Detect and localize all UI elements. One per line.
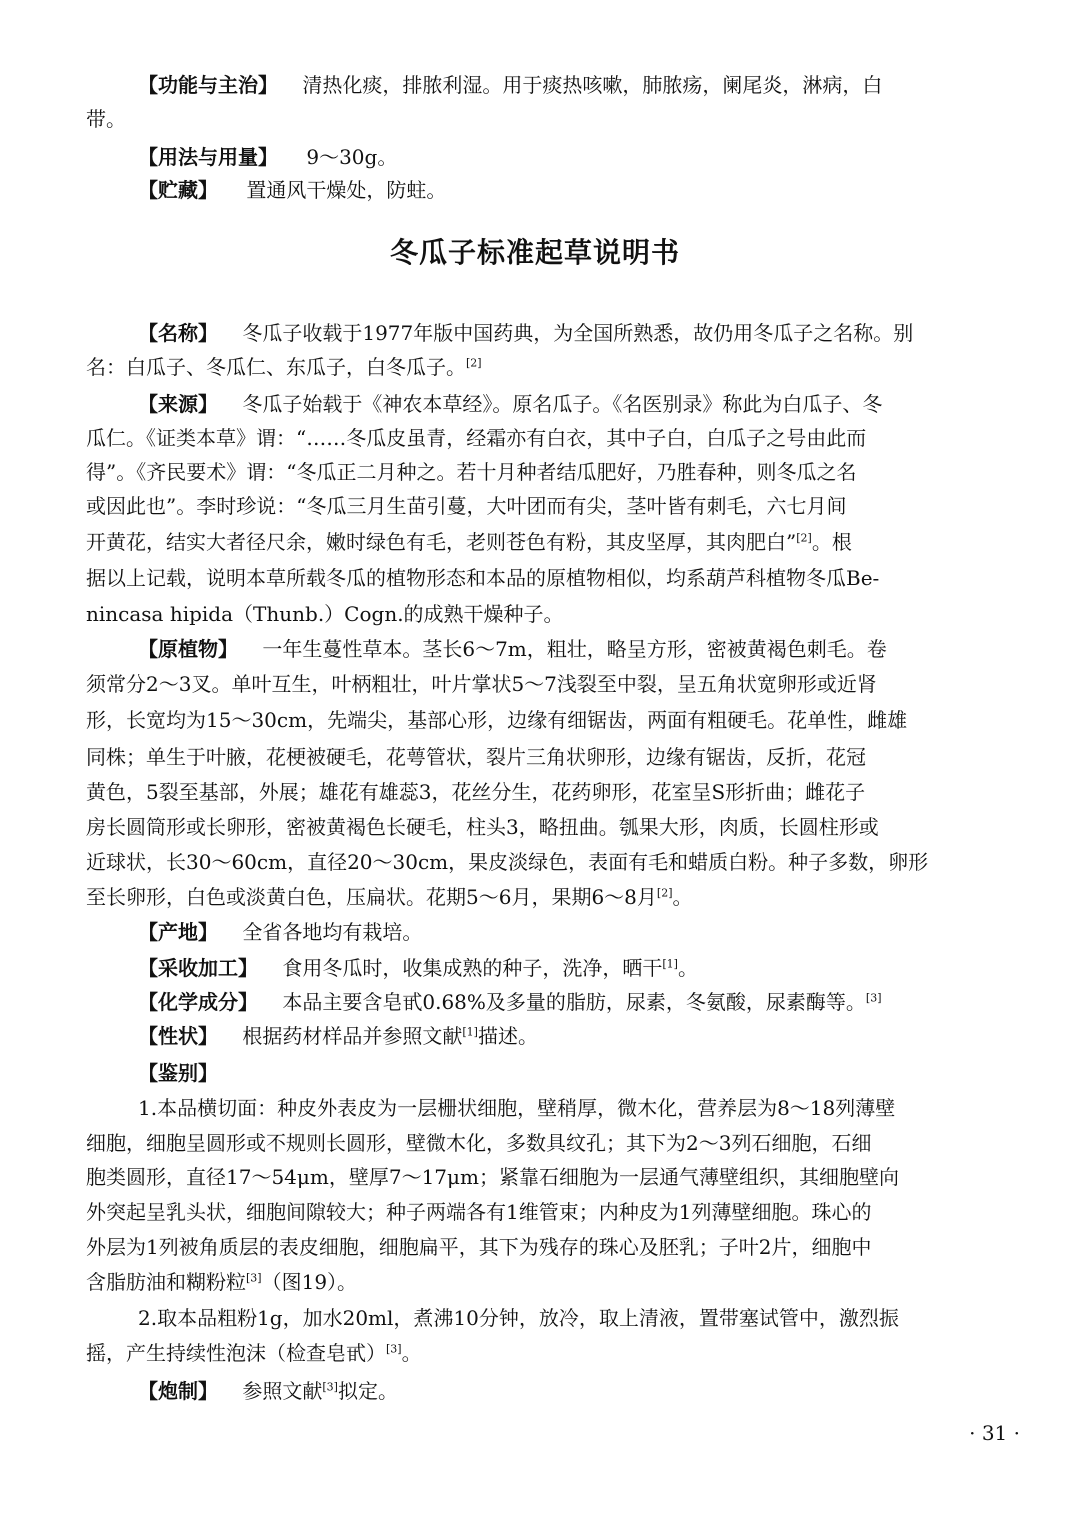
source-tag: 【来源】 xyxy=(138,392,218,416)
ident-p1-line-1: 1.本品横切面：种皮外表皮为一层栅状细胞，壁稍厚，微木化，营养层为8～18列薄壁 xyxy=(138,1096,896,1120)
ident-p1-text-6b: （图19）。 xyxy=(261,1270,358,1294)
processing-text: 参照文献 xyxy=(242,1379,323,1403)
ident-p2-text-2b: 。 xyxy=(401,1341,422,1365)
harvest-ref: [1] xyxy=(662,957,678,971)
ident-p1-line-6 xyxy=(86,1265,357,1299)
origin-tag: 【产地】 xyxy=(138,920,218,944)
plant-line-1 xyxy=(138,632,887,666)
plant-ref: [2] xyxy=(656,886,673,900)
traits-text: 根据药材样品并参照文献 xyxy=(242,1024,463,1048)
ident-p1-text-6a: 含脂肪油和糊粉粒 xyxy=(86,1270,246,1294)
source-line-7: nincasa hipida（Thunb.）Cogn.的成熟干燥种子。 xyxy=(86,602,564,626)
plant-text-1: 一年生蔓性草本。茎长6～7m，粗壮，略呈方形，密被黄褐色刺毛。卷 xyxy=(262,637,887,661)
source-text-5b: 。根 xyxy=(811,530,852,554)
origin-line xyxy=(138,915,422,949)
chemistry-line xyxy=(138,985,882,1019)
storage-text: 置通风干燥处，防蛀。 xyxy=(246,178,447,202)
processing-ref: [3] xyxy=(322,1380,338,1394)
traits-ref: [1] xyxy=(462,1025,478,1039)
storage-tag: 【贮藏】 xyxy=(138,178,218,202)
traits-tag: 【性状】 xyxy=(138,1024,218,1048)
plant-line-5: 黄色，5裂至基部，外展；雄花有雄蕊3，花丝分生，花药卵形，花室呈S形折曲；雌花子 xyxy=(86,780,866,804)
plant-line-7: 近球状，长30～60cm，直径20～30cm，果皮淡绿色，表面有毛和蜡质白粉。种子多数，卵形 xyxy=(86,850,929,874)
harvest-line xyxy=(138,951,698,985)
page-number: · 31 · xyxy=(969,1421,1020,1445)
name-tag: 【名称】 xyxy=(138,321,218,345)
ident-p1-ref: [3] xyxy=(246,1271,262,1285)
source-line-5 xyxy=(86,525,852,559)
harvest-tag: 【采收加工】 xyxy=(138,956,258,980)
harvest-text: 食用冬瓜时，收集成熟的种子，洗净，晒干 xyxy=(282,956,663,980)
source-line-6: 据以上记载，说明本草所载冬瓜的植物形态和本品的原植物相似，均系葫芦科植物冬瓜Be- xyxy=(86,566,880,590)
name-line-1 xyxy=(138,316,913,350)
name-ref: [2] xyxy=(466,356,482,370)
plant-line-4: 同株；单生于叶腋，花梗被硬毛，花萼管状，裂片三角状卵形，边缘有锯齿，反折，花冠 xyxy=(86,745,866,769)
function-continuation: 带。 xyxy=(86,107,126,131)
ident-p1-line-5: 外层为1列被角质层的表皮细胞，细胞扁平，其下为残存的珠心及胚乳；子叶2片，细胞中 xyxy=(86,1235,872,1259)
usage-line xyxy=(138,140,397,174)
ident-p1-line-4: 外突起呈乳头状，细胞间隙较大；种子两端各有1维管束；内种皮为1列薄壁细胞。珠心的 xyxy=(86,1200,872,1224)
processing-tag: 【炮制】 xyxy=(138,1379,218,1403)
plant-tag: 【原植物】 xyxy=(138,637,238,661)
ident-p2-line-2 xyxy=(86,1336,422,1370)
chemistry-ref: [3] xyxy=(865,991,882,1005)
source-ref: [2] xyxy=(796,531,812,545)
name-text-1: 冬瓜子收载于1977年版中国药典，为全国所熟悉，故仍用冬瓜子之名称。别 xyxy=(242,321,914,345)
storage-line xyxy=(138,173,446,207)
origin-text: 全省各地均有栽培。 xyxy=(242,920,423,944)
ident-p1-line-2: 细胞，细胞呈圆形或不规则长圆形，壁微木化，多数具纹孔；其下为2～3列石细胞，石细 xyxy=(86,1131,872,1155)
function-line xyxy=(138,68,882,102)
name-text-2: 名：白瓜子、冬瓜仁、东瓜子，白冬瓜子。 xyxy=(86,355,466,379)
chemistry-text: 本品主要含皂甙0.68%及多量的脂肪，尿素，冬氨酸，尿素酶等。 xyxy=(282,990,866,1014)
identification-tag-line xyxy=(138,1056,218,1090)
source-text-5a: 开黄花，结实大者径尺余，嫩时绿色有毛，老则苍色有粉，其皮坚厚，其肉肥白” xyxy=(86,530,797,554)
ident-p2-text-2a: 摇，产生持续性泡沫（检查皂甙） xyxy=(86,1341,386,1365)
traits-line xyxy=(138,1019,538,1053)
traits-end: 描述。 xyxy=(477,1024,538,1048)
plant-line-8 xyxy=(86,880,693,914)
ident-p1-line-3: 胞类圆形，直径17～54μm，壁厚7～17μm；紧靠石细胞为一层通气薄壁组织，其细胞壁向 xyxy=(86,1165,899,1189)
harvest-end: 。 xyxy=(677,956,698,980)
plant-end: 。 xyxy=(672,885,693,909)
source-line-4: 或因此也”。李时珍说：“冬瓜三月生苗引蔓，大叶团而有尖，茎叶皆有刺毛，六七月间 xyxy=(86,494,847,518)
name-line-2 xyxy=(86,350,482,384)
ident-p2-line-1: 2.取本品粗粉1g，加水20ml，煮沸10分钟，放冷，取上清液，置带塞试管中，激烈振 xyxy=(138,1306,899,1330)
ident-p2-ref: [3] xyxy=(386,1342,402,1356)
processing-end: 拟定。 xyxy=(337,1379,398,1403)
source-text-1: 冬瓜子始载于《神农本草经》。原名瓜子。《名医别录》称此为白瓜子、冬 xyxy=(242,392,883,416)
processing-line xyxy=(138,1374,398,1408)
plant-line-3: 形，长宽均为15～30cm，先端尖，基部心形，边缘有细锯齿，两面有粗硬毛。花单性，雌雄 xyxy=(86,708,908,732)
function-text: 清热化痰，排脓利湿。用于痰热咳嗽，肺脓疡，阑尾炎，淋病，白 xyxy=(302,73,883,97)
source-line-1 xyxy=(138,387,882,421)
chemistry-tag: 【化学成分】 xyxy=(138,990,258,1014)
usage-text: 9～30g。 xyxy=(306,145,398,169)
identification-tag: 【鉴别】 xyxy=(138,1061,218,1085)
plant-line-6: 房长圆筒形或长卵形，密被黄褐色长硬毛，柱头3，略扭曲。瓠果大形，肉质，长圆柱形或 xyxy=(86,815,879,839)
function-tag: 【功能与主治】 xyxy=(138,73,278,97)
usage-tag: 【用法与用量】 xyxy=(138,145,278,169)
source-line-2: 瓜仁。《证类本草》谓：“……冬瓜皮虽青，经霜亦有白衣，其中子白，白瓜子之号由此而 xyxy=(86,426,867,450)
page-title: 冬瓜子标准起草说明书 xyxy=(389,236,680,269)
source-line-3: 得”。《齐民要术》谓：“冬瓜正二月种之。若十月种者结瓜肥好，乃胜春种，则冬瓜之名 xyxy=(86,460,857,484)
plant-line-2: 须常分2～3叉。单叶互生，叶柄粗壮，叶片掌状5～7浅裂至中裂，呈五角状宽卵形或近肾 xyxy=(86,672,877,696)
plant-text-8: 至长卵形，白色或淡黄白色，压扁状。花期5～6月，果期6～8月 xyxy=(86,885,657,909)
